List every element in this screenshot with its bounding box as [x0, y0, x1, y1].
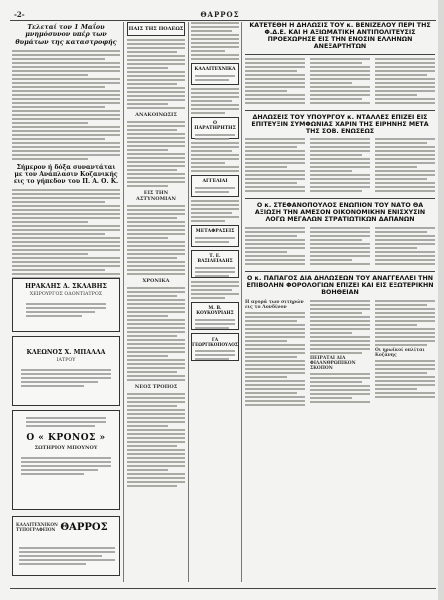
page-edge	[438, 0, 444, 600]
article-body	[191, 142, 239, 172]
ad-subtitle: ΧΕΙΡΟΥΡΓΟΣ ΟΔΟΝΤΙΑΤΡΟΣ	[29, 292, 103, 297]
ad-title: ΗΡΑΚΛΗΣ Δ. ΣΚΛΑΒΗΣ	[25, 283, 107, 290]
ad-footer-title: ΘΑΡΡΟΣ	[60, 522, 108, 533]
column-divider	[188, 22, 189, 582]
headline-papagos: Ο κ. ΠΑΠΑΓΟΣ ΔΙΑ ΔΗΛΩΣΕΩΝ ΤΟΥ ΑΝΑΓΓΕΛΛΕΙ ΤΗΝ ΕΠΙΒΟΛΗΝ ΦΟΡΟΛΟΓΙΩΝ ΕΠΙΖΕΙ ΚΑΙ ΕΙΣ ΕΞΩΤΕΡΙΚΗΝ ΒΟΗΘΕΙΑΝ	[246, 275, 434, 297]
box-title: ΓΑ ΓΕΩΡΓΙΚΟΠΟΥΛΟΣ	[192, 337, 238, 347]
mini-head: ΧΡΟΝΙΚΑ	[142, 278, 170, 284]
mini-head: ΕΙΣ ΤΗΝ ΑΣΤΥΝΟΜΙΑΝ	[136, 190, 176, 202]
headline-ntalles: ΔΗΛΩΣΕΙΣ ΤΟΥ ΥΠΟΥΡΓΟΥ κ. ΝΤΑΛΛΕΣ ΕΠΙΖΕΙ ΕΙΣ ΕΠΙΤΕΥΞΙΝ ΣΥΜΦΩΝΙΑΣ ΧΑΡΙΝ ΤΗΣ ΕΙΡΗΝΗΣ ΜΕΤΑ ΤΗΣ ΣΟΒ. ΕΝΩΣΕΩΣ	[251, 113, 429, 135]
box-paratiritis	[191, 117, 239, 139]
box-title: Μ. Β. ΚΟΥΚΟΥΡΙΔΗΣ	[196, 306, 234, 316]
subhead-market: Η αγορά των σιτηρών εις το Λονδίνον	[245, 299, 304, 310]
ad-kronos	[12, 410, 120, 510]
ad-ballas	[12, 336, 120, 406]
article-body	[127, 393, 185, 487]
footer-rule	[10, 588, 436, 589]
article-body	[12, 50, 120, 160]
papagos-body	[245, 300, 435, 408]
column-divider	[123, 22, 124, 582]
ad-sklavis	[12, 278, 120, 332]
subhead-pirates: ΠΕΙΡΑΤΑΙ ΔΙΑ ΦΙΛΑΝΘΡΩΠΙΚΟΝ ΣΚΟΠΟΝ	[310, 355, 356, 371]
article-body	[127, 287, 185, 381]
headline-paok: Σήμερον ή δόξα συναντάται με τον Ανάπλασιν Κοζανικής εις το γήπεδον του Π. Α. Ο. Κ.	[13, 164, 119, 186]
box-pais	[127, 22, 185, 36]
article-body	[191, 281, 239, 299]
article-body	[127, 121, 185, 187]
page-number: -2-	[14, 10, 25, 19]
article-body	[12, 189, 120, 291]
lead-section	[245, 22, 435, 408]
box-title: ΜΕΤΑΦΡΑΣΕΙΣ	[195, 229, 235, 234]
ad-footer	[12, 516, 120, 576]
mini-head: ΝΕΟΣ ΤΡΟΠΟΣ	[134, 384, 178, 390]
column-one	[12, 22, 120, 293]
box-title: ΠΑΙΣ ΤΗΣ ΠΟΛΕΩΣ	[128, 26, 184, 32]
ad-title: ΚΛΕΩΝΟΣ Χ. ΜΠΑΛΛΑ	[26, 349, 106, 356]
box-title: Ο ΠΑΡΑΤΗΡΗΤΗΣ	[194, 121, 236, 131]
headline-honors: Τελεταί τον 1 Μαΐου μνημόσυνον υπέρ των θυμάτων της καταστροφής	[15, 23, 117, 46]
article-body	[191, 88, 239, 114]
ad-left-text: ΚΑΛΛΙΤΕΧΝΙΚΟΝ ΤΥΠΟΓΡΑΦΕΙΟΝ	[16, 522, 58, 533]
box-georgikopoulos	[191, 333, 239, 361]
venizelos-body	[245, 58, 435, 106]
box-kallitexnika	[191, 63, 239, 85]
column-three	[191, 22, 239, 364]
ntalles-body	[245, 138, 435, 194]
ad-subtitle: ΙΑΤΡΟΥ	[56, 358, 76, 363]
stefanopoulos-body	[245, 227, 435, 267]
ad-subtitle: ΣΩΤΗΡΙΟΥ ΜΠΟΥΝΟΥ	[34, 445, 98, 451]
box-vasileiadis	[191, 250, 239, 278]
article-body	[127, 205, 185, 275]
subhead-oplitai: Οι ηρωϊκοί οπλίται Κοζάνης	[375, 347, 425, 358]
box-title: ΚΑΛΛΙΤΕΧΝΙΚΑ	[194, 67, 236, 72]
newspaper-title: ΘΑΡΡΟΣ	[200, 10, 240, 19]
box-metafraseis	[191, 225, 239, 247]
mini-head: ΑΝΑΚΟΙΝΩΣΙΣ	[135, 112, 177, 118]
article-body	[191, 200, 239, 222]
column-divider	[241, 22, 242, 582]
box-title: Τ. Ε. ΒΑΣΙΛΕΙΑΔΗΣ	[197, 254, 233, 264]
column-two	[127, 22, 185, 489]
box-aggeliai	[191, 175, 239, 197]
article-body	[191, 22, 239, 60]
article-body	[127, 39, 185, 109]
headline-venizelos: ΚΑΤΕΤΕΘΗ Η ΔΗΛΩΣΙΣ ΤΟΥ κ. ΒΕΝΙΖΕΛΟΥ ΠΕΡΙ ΤΗΣ Φ.Δ.Ε. ΚΑΙ Η ΑΞΙΩΜΑΤΙΚΗ ΑΝΤΙΠΟΛΙΤΕΥΣΙΣ ΠΡΟΕΧΩΡΗΣΕ ΕΙΣ ΤΗΝ ΕΝΟΣΙΝ ΕΛΛΗΝΩΝ ΑΝΕΞΑΡΤΗΤΩΝ	[249, 22, 431, 50]
headline-stefanopoulos: Ο κ. ΣΤΕΦΑΝΟΠΟΥΛΟΣ ΕΝΩΠΙΟΝ ΤΟΥ ΝΑΤΟ ΘΑ ΑΞΙΩΣΗ ΤΗΝ ΑΜΕΣΟΝ ΟΙΚΟΝΟΜΙΚΗΝ ΕΝΙΣΧΥΣΙΝ ΛΟΓΩ ΜΕΓΑΛΩΝ ΣΤΡΑΤΙΩΤΙΚΩΝ ΔΑΠΑΝΩΝ	[254, 202, 426, 224]
box-koukouridis	[191, 302, 239, 330]
page-header	[10, 9, 430, 20]
ad-title: Ο « ΚΡΟΝΟΣ »	[26, 433, 106, 443]
header-rule	[10, 20, 436, 21]
box-title: ΑΓΓΕΛΙΑΙ	[202, 179, 228, 184]
